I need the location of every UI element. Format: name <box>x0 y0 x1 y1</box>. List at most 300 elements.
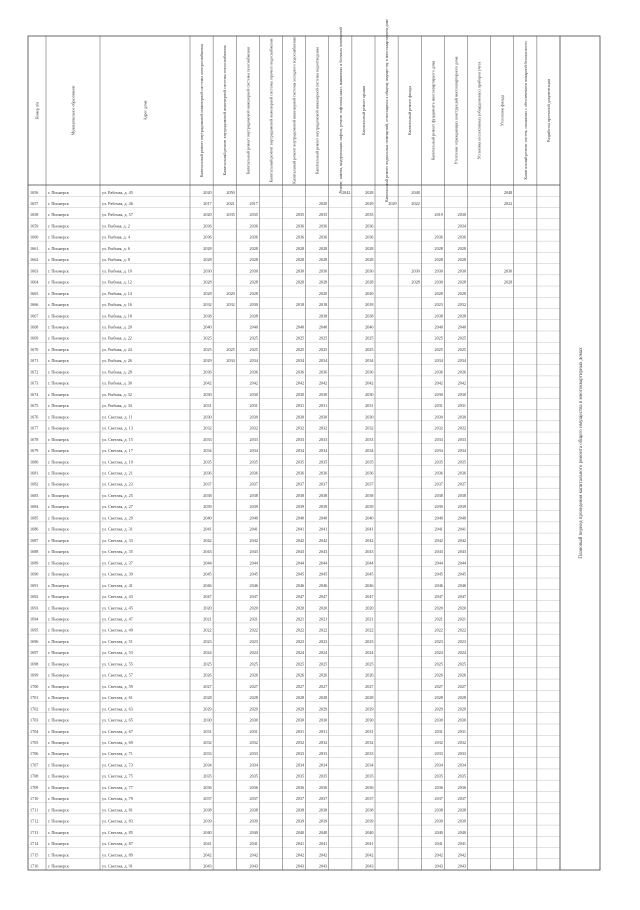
cell-year: 2037 <box>203 796 212 802</box>
cell-num: 1680 <box>30 459 39 465</box>
cell-year: 2040 <box>203 829 212 835</box>
cell-municipality: г. Пионерск <box>48 762 69 768</box>
cell-address: ул. Рыбная, д. 12 <box>102 279 132 285</box>
cell-year: 2025 <box>318 661 328 667</box>
cell-year: 2023 <box>457 638 466 644</box>
cell-year: 2039 <box>365 504 374 510</box>
cell-year: 2028 <box>249 257 258 263</box>
cell-year: 2025 <box>249 335 258 341</box>
cell-year: 2028 <box>365 695 374 701</box>
cell-address: ул. Светлая, д. 31 <box>102 526 133 532</box>
cell-year: 2035 <box>295 773 305 779</box>
cell-year: 2037 <box>295 481 305 487</box>
cell-municipality: г. Пионерск <box>48 841 69 847</box>
cell-year: 2034 <box>457 448 466 454</box>
cell-address: ул. Рыбная, д. 34 <box>102 403 132 409</box>
cell-municipality: г. Пионерск <box>48 324 69 330</box>
cell-municipality: г. Пионерск <box>48 796 69 802</box>
cell-year: 2039 <box>365 818 374 824</box>
cell-year: 2034 <box>434 358 443 364</box>
cell-year: 2030 <box>457 268 466 274</box>
cell-year: 2036 <box>457 234 466 240</box>
cell-num: 1692 <box>30 594 39 600</box>
cell-year: 2025 <box>457 661 466 667</box>
cell-year: 2036 <box>318 784 328 790</box>
cell-year: 2022 <box>249 627 258 633</box>
cell-year: 2024 <box>365 650 374 656</box>
cell-year: 2027 <box>434 683 443 689</box>
cell-year: 2023 <box>203 638 212 644</box>
cell-municipality: г. Пионерск <box>48 650 69 656</box>
cell-year: 2018 <box>365 302 374 308</box>
cell-year: 2023 <box>434 638 443 644</box>
cell-year: 2042 <box>318 852 328 858</box>
cell-year: 2025 <box>249 346 258 352</box>
cell-year: 2032 <box>457 425 466 431</box>
cell-year: 2041 <box>365 526 374 532</box>
cell-address: ул. Светлая, д. 23 <box>102 481 133 487</box>
cell-year: 2028 <box>434 695 443 701</box>
cell-year: 2037 <box>249 481 258 487</box>
cell-address: ул. Светлая, д. 57 <box>102 672 133 678</box>
cell-address: ул. Светлая, д. 63 <box>102 706 133 712</box>
cell-year: 2036 <box>249 470 258 476</box>
cell-num: 1662 <box>30 257 39 263</box>
cell-year: 2042 <box>365 852 374 858</box>
cell-year: 2041 <box>457 526 466 532</box>
cell-address: ул. Рабочая, д. 46 <box>102 200 133 206</box>
cell-address: ул. Рыбная, д. 32 <box>102 391 132 397</box>
cell-year: 2030 <box>434 414 443 420</box>
cell-year: 2042 <box>203 380 212 386</box>
cell-year: 2031 <box>457 403 466 409</box>
cell-year: 2034 <box>457 762 466 768</box>
cell-year: 2028 <box>318 695 328 701</box>
cell-num: 1685 <box>30 515 39 521</box>
cell-year: 2025 <box>318 346 328 352</box>
cell-address: ул. Светлая, д. 77 <box>102 784 133 790</box>
cell-year: 2032 <box>457 740 466 746</box>
cell-year: 2042 <box>365 380 374 386</box>
cell-year: 2031 <box>318 403 328 409</box>
cell-municipality: г. Пионерск <box>48 504 69 510</box>
cell-municipality: г. Пионерск <box>48 403 69 409</box>
cell-year: 2047 <box>203 594 212 600</box>
cell-municipality: г. Пионерск <box>48 605 69 611</box>
cell-year: 2021 <box>226 200 235 206</box>
cell-year: 2028 <box>365 257 374 263</box>
cell-year: 2036 <box>318 234 328 240</box>
cell-year: 2043 <box>365 549 374 555</box>
cell-year: 2020 <box>203 212 212 218</box>
cell-year: 2024 <box>318 650 328 656</box>
cell-address: ул. Светлая, д. 21 <box>102 470 133 476</box>
cell-year: 2023 <box>318 638 328 644</box>
cell-year: 2042 <box>434 852 443 858</box>
cell-year: 2028 <box>457 290 466 296</box>
cell-year: 2028 <box>503 279 513 285</box>
cell-year: 2022 <box>318 627 328 633</box>
cell-year: 2032 <box>203 740 212 746</box>
cell-municipality: г. Пионерск <box>48 335 69 341</box>
cell-year: 2036 <box>249 369 258 375</box>
cell-municipality: г. Пионерск <box>48 436 69 442</box>
cell-year: 2030 <box>365 414 374 420</box>
cell-year: 2040 <box>434 324 443 330</box>
cell-year: 2028 <box>249 290 258 296</box>
cell-municipality: г. Пионерск <box>48 807 69 813</box>
cell-address: ул. Светлая, д. 15 <box>102 436 133 442</box>
cell-year: 2021 <box>203 616 212 622</box>
cell-year: 2020 <box>434 605 443 611</box>
cell-address: ул. Светлая, д. 79 <box>102 796 133 802</box>
cell-address: ул. Рыбная, д. 24 <box>102 346 132 352</box>
cell-year: 2023 <box>295 638 305 644</box>
cell-municipality: г. Пионерск <box>48 717 69 723</box>
cell-year: 2042 <box>249 852 258 858</box>
cell-address: ул. Рыбная, д. 10 <box>102 268 132 274</box>
cell-year: 2021 <box>249 616 258 622</box>
cell-year: 2047 <box>457 594 466 600</box>
cell-year: 2047 <box>365 594 374 600</box>
cell-municipality: г. Пионерск <box>48 492 69 498</box>
cell-year: 2035 <box>249 459 258 465</box>
cell-year: 2043 <box>318 863 328 869</box>
cell-year: 2027 <box>203 683 212 689</box>
cell-year: 2033 <box>365 751 374 757</box>
cell-year: 2035 <box>318 773 328 779</box>
cell-year: 2026 <box>457 672 466 678</box>
cell-year: 2028 <box>434 290 443 296</box>
cell-year: 2018 <box>318 302 328 308</box>
cell-year: 2023 <box>434 302 443 308</box>
cell-address: ул. Светлая, д. 19 <box>102 459 133 465</box>
cell-year: 2034 <box>226 358 235 364</box>
cell-year: 2024 <box>249 650 258 656</box>
cell-year: 2038 <box>318 807 328 813</box>
cell-year: 2029 <box>249 706 258 712</box>
cell-year: 2037 <box>249 796 258 802</box>
cell-municipality: г. Пионерск <box>48 695 69 701</box>
cell-address: ул. Светлая, д. 29 <box>102 515 133 521</box>
cell-num: 1701 <box>30 695 39 701</box>
cell-year: 2032 <box>295 740 305 746</box>
cell-year: 2029 <box>457 706 466 712</box>
cell-num: 1691 <box>30 582 39 588</box>
cell-year: 2030 <box>203 414 212 420</box>
cell-year: 2034 <box>295 762 305 768</box>
cell-address: ул. Светлая, д. 65 <box>102 717 133 723</box>
cell-year: 2034 <box>203 762 212 768</box>
cell-year: 2040 <box>295 829 305 835</box>
cell-year: 2036 <box>434 234 443 240</box>
cell-year: 2035 <box>249 773 258 779</box>
cell-year: 2035 <box>365 773 374 779</box>
cell-municipality: г. Пионерск <box>48 818 69 824</box>
cell-year: 2027 <box>295 683 305 689</box>
cell-year: 2045 <box>365 571 374 577</box>
cell-year: 2045 <box>295 571 305 577</box>
cell-year: 2032 <box>318 740 328 746</box>
cell-year: 2041 <box>457 841 466 847</box>
cell-year: 2046 <box>434 582 443 588</box>
cell-year: 2040 <box>203 324 212 330</box>
cell-year: 2030 <box>249 391 258 397</box>
cell-year: 2044 <box>365 560 374 566</box>
cell-year: 2038 <box>295 807 305 813</box>
cell-year: 2028 <box>365 245 374 251</box>
cell-num: 1703 <box>30 717 39 723</box>
cell-year: 2035 <box>365 459 374 465</box>
cell-year: 2036 <box>434 369 443 375</box>
cell-address: ул. Светлая, д. 67 <box>102 728 133 734</box>
cell-year: 2021 <box>457 616 466 622</box>
cell-year: 2046 <box>295 582 305 588</box>
cell-municipality: г. Пионерск <box>48 728 69 734</box>
cell-year: 2033 <box>295 751 305 757</box>
cell-municipality: г. Пионерск <box>48 481 69 487</box>
cell-year: 2042 <box>203 852 212 858</box>
cell-year: 2019 <box>434 212 443 218</box>
cell-year: 2046 <box>457 582 466 588</box>
cell-year: 2028 <box>203 695 212 701</box>
cell-address: ул. Рыбная, д. 18 <box>102 313 132 319</box>
cell-year: 2030 <box>249 717 258 723</box>
cell-num: 1693 <box>30 605 39 611</box>
cell-year: 2030 <box>365 391 374 397</box>
cell-year: 2033 <box>457 751 466 757</box>
cell-year: 2022 <box>365 627 374 633</box>
cell-year: 2038 <box>365 313 374 319</box>
cell-year: 2033 <box>318 436 328 442</box>
cell-year: 2037 <box>434 796 443 802</box>
cell-year: 2032 <box>318 425 328 431</box>
cell-year: 2039 <box>249 818 258 824</box>
cell-year: 2017 <box>203 200 212 206</box>
cell-year: 2039 <box>434 818 443 824</box>
cell-year: 2022 <box>457 627 466 633</box>
cell-year: 2029 <box>388 200 397 206</box>
cell-year: 2034 <box>365 358 374 364</box>
cell-year: 2035 <box>203 459 212 465</box>
cell-year: 2036 <box>249 784 258 790</box>
cell-year: 2025 <box>434 661 443 667</box>
cell-year: 2032 <box>434 425 443 431</box>
cell-year: 2041 <box>249 841 258 847</box>
cell-year: 2033 <box>203 751 212 757</box>
cell-year: 2028 <box>249 695 258 701</box>
cell-address: ул. Рыбная, д. 6 <box>102 245 130 251</box>
cell-year: 2030 <box>249 414 258 420</box>
cell-year: 2030 <box>503 268 513 274</box>
cell-year: 2030 <box>411 268 420 274</box>
cell-year: 2024 <box>457 650 466 656</box>
cell-address: ул. Рыбная, д. 16 <box>102 302 132 308</box>
cell-num: 1678 <box>30 436 39 442</box>
cell-year: 2036 <box>365 784 374 790</box>
cell-year: 2020 <box>318 200 328 206</box>
cell-municipality: г. Пионерск <box>48 302 69 308</box>
cell-year: 2045 <box>434 571 443 577</box>
cell-year: 2037 <box>365 481 374 487</box>
cell-year: 2034 <box>249 448 258 454</box>
cell-year: 2045 <box>249 571 258 577</box>
cell-year: 2028 <box>457 245 466 251</box>
cell-year: 2027 <box>365 683 374 689</box>
cell-year: 2029 <box>434 706 443 712</box>
cell-year: 2025 <box>203 661 212 667</box>
cell-year: 2034 <box>249 762 258 768</box>
cell-year: 2020 <box>318 290 328 296</box>
cell-municipality: г. Пионерск <box>48 751 69 757</box>
cell-year: 2025 <box>457 346 466 352</box>
cell-year: 2034 <box>249 358 258 364</box>
cell-municipality: г. Пионерск <box>48 346 69 352</box>
cell-year: 2030 <box>434 279 443 285</box>
cell-year: 2050 <box>226 189 235 195</box>
cell-year: 2040 <box>295 324 305 330</box>
cell-municipality: г. Пионерск <box>48 863 69 869</box>
cell-year: 2041 <box>434 841 443 847</box>
cell-address: ул. Рыбная, д. 20 <box>102 324 132 330</box>
cell-year: 2038 <box>457 492 466 498</box>
cell-year: 2030 <box>318 717 328 723</box>
cell-year: 2042 <box>249 537 258 543</box>
cell-num: 1683 <box>30 492 39 498</box>
cell-year: 2028 <box>318 257 328 263</box>
cell-num: 1676 <box>30 414 39 420</box>
cell-address: ул. Светлая, д. 69 <box>102 740 133 746</box>
cell-num: 1673 <box>30 380 39 386</box>
cell-year: 2025 <box>295 346 305 352</box>
cell-year: 2040 <box>318 515 328 521</box>
cell-num: 1710 <box>30 796 39 802</box>
cell-num: 1713 <box>30 829 39 835</box>
cell-year: 2026 <box>249 672 258 678</box>
header-address: Адрес дома <box>142 100 148 121</box>
cell-num: 1681 <box>30 470 39 476</box>
cell-year: 2047 <box>249 594 258 600</box>
cell-year: 2028 <box>457 257 466 263</box>
cell-year: 2022 <box>295 627 305 633</box>
cell-year: 2041 <box>203 841 212 847</box>
cell-year: 2020 <box>226 290 235 296</box>
cell-address: ул. Рабочая, д. 57 <box>102 212 133 218</box>
header-work: Капитальный ремонт внутридомовой инженерной системы водоотведения <box>314 46 320 175</box>
cell-year: 2021 <box>434 616 443 622</box>
cell-year: 2025 <box>295 661 305 667</box>
header-work: Установка коллективных (общедомовых) приборов учета <box>476 61 482 160</box>
cell-municipality: г. Пионерск <box>48 740 69 746</box>
header-work: Капитальный ремонт фундамента многоквартирного дома <box>430 60 436 161</box>
header-work: Утепление фасада <box>499 94 505 127</box>
cell-num: 1687 <box>30 537 39 543</box>
cell-year: 2039 <box>457 818 466 824</box>
cell-year: 2041 <box>365 841 374 847</box>
cell-year: 2038 <box>318 313 328 319</box>
cell-year: 2036 <box>318 369 328 375</box>
header-work: Капитальный ремонт внутридомовой инженерной системы электроснабжения <box>199 43 205 178</box>
cell-year: 2032 <box>365 740 374 746</box>
cell-address: ул. Светлая, д. 53 <box>102 650 133 656</box>
cell-year: 2037 <box>457 481 466 487</box>
cell-year: 2025 <box>434 335 443 341</box>
cell-year: 2031 <box>457 728 466 734</box>
cell-year: 2038 <box>249 807 258 813</box>
cell-year: 2025 <box>203 335 212 341</box>
cell-year: 2034 <box>203 448 212 454</box>
cell-year: 2043 <box>295 863 305 869</box>
cell-year: 2043 <box>434 863 443 869</box>
cell-year: 2030 <box>249 268 258 274</box>
cell-year: 2031 <box>295 403 305 409</box>
cell-year: 2030 <box>457 391 466 397</box>
cell-year: 2036 <box>295 784 305 790</box>
cell-year: 2044 <box>434 560 443 566</box>
cell-address: ул. Светлая, д. 89 <box>102 852 133 858</box>
cell-year: 2042 <box>318 537 328 543</box>
cell-year: 2025 <box>226 346 235 352</box>
cell-year: 2028 <box>203 290 212 296</box>
cell-address: ул. Светлая, д. 71 <box>102 751 133 757</box>
cell-year: 2035 <box>457 459 466 465</box>
cell-year: 2028 <box>203 245 212 251</box>
cell-year: 2042 <box>318 380 328 386</box>
cell-year: 2026 <box>295 672 305 678</box>
cell-year: 2041 <box>295 526 305 532</box>
cell-address: ул. Светлая, д. 85 <box>102 829 133 835</box>
cell-num: 1669 <box>30 335 39 341</box>
cell-year: 2036 <box>365 234 374 240</box>
cell-year: 2045 <box>457 571 466 577</box>
cell-year: 2034 <box>365 448 374 454</box>
cell-address: ул. Светлая, д. 37 <box>102 560 133 566</box>
cell-year: 2033 <box>318 751 328 757</box>
cell-year: 2033 <box>365 436 374 442</box>
cell-municipality: г. Пионерск <box>48 706 69 712</box>
cell-year: 2044 <box>295 560 305 566</box>
cell-year: 2034 <box>295 358 305 364</box>
cell-year: 2042 <box>365 537 374 543</box>
cell-year: 2030 <box>203 717 212 723</box>
cell-year: 2036 <box>295 470 305 476</box>
cell-year: 2034 <box>318 448 328 454</box>
cell-num: 1665 <box>30 290 39 296</box>
cell-address: ул. Рыбная, д. 28 <box>102 369 132 375</box>
cell-year: 2025 <box>365 346 374 352</box>
cell-year: 2035 <box>434 459 443 465</box>
cell-municipality: г. Пионерск <box>48 380 69 386</box>
cell-year: 2038 <box>295 492 305 498</box>
cell-year: 2035 <box>295 459 305 465</box>
cell-municipality: г. Пионерск <box>48 470 69 476</box>
cell-year: 2035 <box>434 773 443 779</box>
cell-num: 1712 <box>30 818 39 824</box>
cell-municipality: г. Пионерск <box>48 526 69 532</box>
cell-num: 1675 <box>30 403 39 409</box>
cell-num: 1668 <box>30 324 39 330</box>
cell-year: 2047 <box>434 594 443 600</box>
cell-year: 2040 <box>365 829 374 835</box>
cell-year: 2028 <box>457 279 466 285</box>
cell-num: 1667 <box>30 313 39 319</box>
cell-year: 2036 <box>365 470 374 476</box>
cell-year: 2030 <box>295 391 305 397</box>
header-work: Капитальный ремонт систем, связанных с обеспечением пожарной безопасности <box>522 41 528 180</box>
cell-year: 2031 <box>434 403 443 409</box>
cell-num: 1696 <box>30 638 39 644</box>
cell-municipality: г. Пионерск <box>48 582 69 588</box>
